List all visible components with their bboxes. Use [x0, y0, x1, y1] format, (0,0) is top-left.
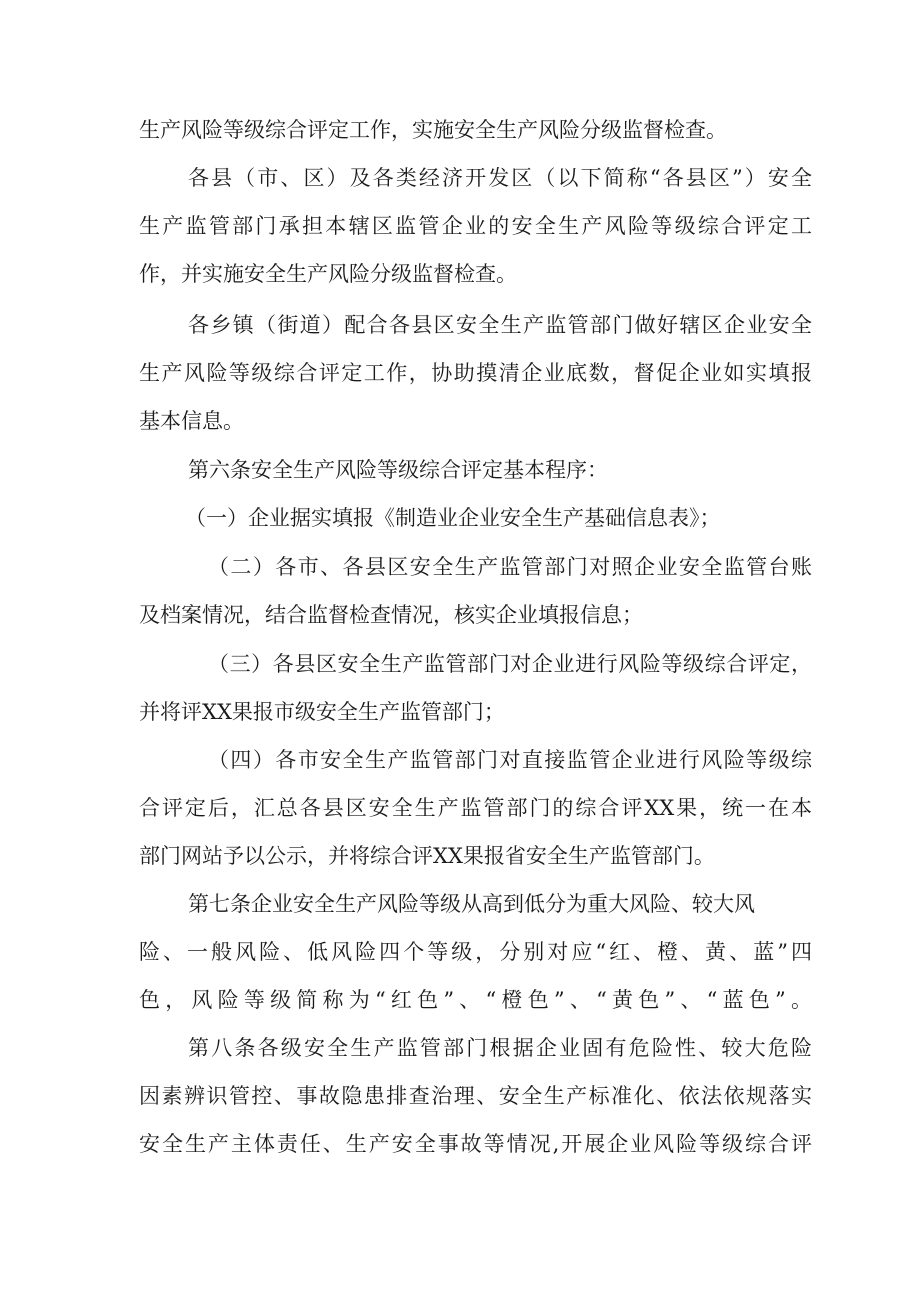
paragraph-line: 生产风险等级综合评定工作，协助摸清企业底数，督促企业如实填报	[139, 361, 812, 385]
paragraph-line: 部门网站予以公示，并将综合评XX果报省安全生产监管部门。	[139, 844, 715, 868]
paragraph-line: 色，风险等级简称为“红色”、“橙色”、“黄色”、“蓝色”。	[139, 988, 812, 1012]
paragraph-line: （四）各市安全生产监管部门对直接监管企业进行风险等级综	[208, 748, 812, 772]
paragraph-line: 第六条安全生产风险等级综合评定基本程序：	[188, 458, 608, 482]
paragraph-line: 生产风险等级综合评定工作，实施安全生产风险分级监督检查。	[139, 118, 727, 142]
paragraph-line: 第七条企业安全生产风险等级从高到低分为重大风险、较大风	[188, 892, 755, 916]
paragraph-line: 各乡镇（街道）配合各县区安全生产监管部门做好辖区企业安全	[188, 313, 812, 337]
paragraph-line: 生产监管部门承担本辖区监管企业的安全生产风险等级综合评定工	[139, 214, 812, 238]
paragraph-line: 并将评XX果报市级安全生产监管部门；	[139, 700, 505, 724]
paragraph-line: 第八条各级安全生产监管部门根据企业固有危险性、较大危险	[188, 1036, 812, 1060]
paragraph-line: 安全生产主体责任、生产安全事故等情况,开展企业风险等级综合评	[139, 1132, 812, 1156]
paragraph-line: 因素辨识管控、事故隐患排查治理、安全生产标准化、依法依规落实	[139, 1084, 812, 1108]
paragraph-line: 各县（市、区）及各类经济开发区（以下简称“各县区”）安全	[188, 166, 812, 190]
paragraph-line: 险、一般风险、低风险四个等级，分别对应“红、橙、黄、蓝”四	[139, 940, 812, 964]
paragraph-line: （一）企业据实填报《制造业企业安全生产基础信息表》；	[185, 506, 721, 530]
paragraph-line: 合评定后，汇总各县区安全生产监管部门的综合评XX果，统一在本	[139, 796, 812, 820]
paragraph-line: 及档案情况，结合监督检查情况，核实企业填报信息；	[139, 603, 643, 627]
paragraph-line: 作，并实施安全生产风险分级监督检查。	[139, 262, 517, 286]
paragraph-line: 基本信息。	[139, 409, 244, 433]
paragraph-line: （二）各市、各县区安全生产监管部门对照企业安全监管台账	[208, 555, 812, 579]
paragraph-line: （三）各县区安全生产监管部门对企业进行风险等级综合评定，	[208, 652, 812, 676]
